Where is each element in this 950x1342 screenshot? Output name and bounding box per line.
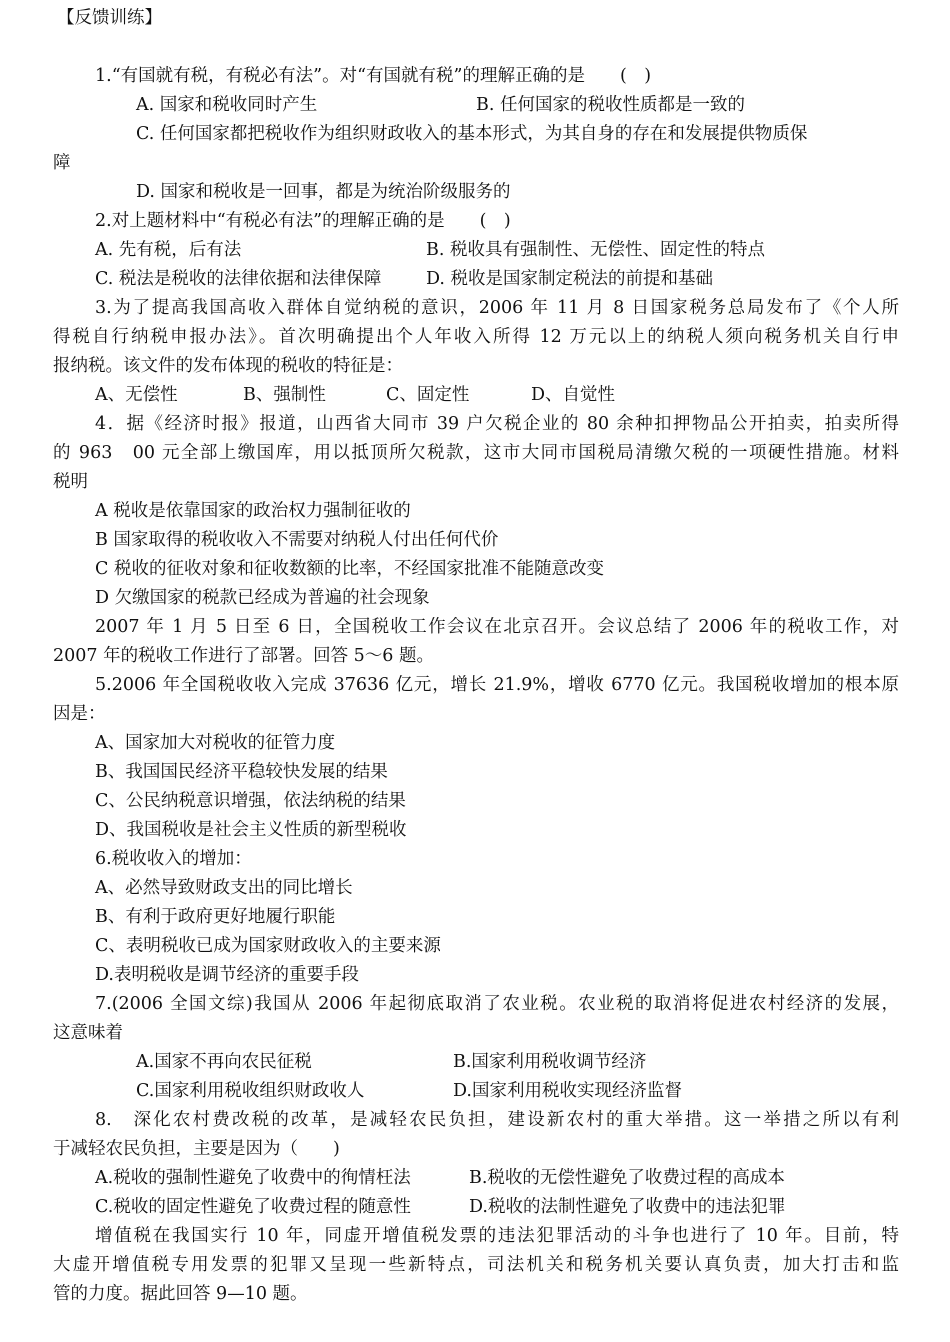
q7-option-d: D.国家利用税收实现经济监督 xyxy=(453,1081,682,1101)
question-5-line-1: 5.2006 年全国税收收入完成 37636 亿元，增长 21.9%，增收 6770 亿元。我国税收增加的根本原 xyxy=(95,675,899,695)
question-3-line-2: 得税自行纳税申报办法》。首次明确提出个人年收入所得 12 万元以上的纳税人须向税务机关自行申 xyxy=(53,327,899,347)
intro-9-10-line-2: 大虚开增值税专用发票的犯罪又呈现一些新特点，司法机关和税务机关要认真负责，加大打击和监 xyxy=(53,1255,899,1275)
q7-option-a: A.国家不再向农民征税 xyxy=(136,1052,312,1072)
q8-option-d: D.税收的法制性避免了收费中的违法犯罪 xyxy=(469,1197,786,1217)
question-7-line-1: 7.(2006 全国文综)我国从 2006 年起彻底取消了农业税。农业税的取消将促进农村经济的发展， xyxy=(95,994,899,1014)
q3-option-c: C、固定性 xyxy=(386,385,470,405)
question-2-stem: 2.对上题材料中“有税必有法”的理解正确的是 ( ) xyxy=(95,211,511,231)
q2-option-c: C. 税法是税收的法律依据和法律保障 xyxy=(95,269,382,289)
q8-option-b: B.税收的无偿性避免了收费过程的高成本 xyxy=(469,1168,785,1188)
q5-option-c: C、公民纳税意识增强，依法纳税的结果 xyxy=(95,791,406,811)
intro-9-10-line-3: 管的力度。据此回答 9—10 题。 xyxy=(53,1284,308,1304)
question-6-stem: 6.税收收入的增加： xyxy=(95,849,252,869)
q8-option-c: C.税收的固定性避免了收费过程的随意性 xyxy=(95,1197,411,1217)
q2-option-d: D. 税收是国家制定税法的前提和基础 xyxy=(426,269,714,289)
question-3-line-1: 3.为了提高我国高收入群体自觉纳税的意识，2006 年 11 月 8 日国家税务总局发布了《个人所 xyxy=(95,298,899,318)
question-8-line-2: 于减轻农民负担，主要是因为（ ) xyxy=(53,1139,340,1159)
question-4-line-1: 4．据《经济时报》报道，山西省大同市 39 户欠税企业的 80 余种扣押物品公开拍卖，拍卖所得 xyxy=(95,414,899,434)
q5-option-a: A、国家加大对税收的征管力度 xyxy=(95,733,336,753)
q5-option-d: D、我国税收是社会主义性质的新型税收 xyxy=(95,820,407,840)
question-3-line-3: 报纳税。该文件的发布体现的税收的特征是： xyxy=(53,356,403,376)
q2-option-b: B. 税收具有强制性、无偿性、固定性的特点 xyxy=(426,240,765,260)
question-5-line-2: 因是： xyxy=(53,704,106,724)
question-1-stem: 1.“有国就有税，有税必有法”。对“有国就有税”的理解正确的是 ( ) xyxy=(95,66,652,86)
intro-9-10-line-1: 增值税在我国实行 10 年，同虚开增值税发票的违法犯罪活动的斗争也进行了 10 年。目前，特 xyxy=(95,1226,899,1246)
q3-option-a: A、无偿性 xyxy=(95,385,178,405)
q1-option-b: B. 任何国家的税收性质都是一致的 xyxy=(476,95,745,115)
question-8-line-1: 8. 深化农村费改税的改革，是减轻农民负担，建设新农村的重大举措。这一举措之所以有利 xyxy=(95,1110,899,1130)
q4-option-a: A 税收是依靠国家的政治权力强制征收的 xyxy=(95,501,411,521)
q6-option-b: B、有利于政府更好地履行职能 xyxy=(95,907,336,927)
q6-option-c: C、表明税收已成为国家财政收入的主要来源 xyxy=(95,936,441,956)
q3-option-d: D、自觉性 xyxy=(531,385,616,405)
question-7-line-2: 这意味着 xyxy=(53,1023,123,1043)
q2-option-a: A. 先有税，后有法 xyxy=(95,240,242,260)
q4-option-c: C 税收的征收对象和征收数额的比率，不经国家批准不能随意改变 xyxy=(95,559,604,579)
intro-5-6-line-1: 2007 年 1 月 5 日至 6 日，全国税收工作会议在北京召开。会议总结了 2006 年的税收工作，对 xyxy=(95,617,899,637)
q1-option-d: D. 国家和税收是一回事，都是为统治阶级服务的 xyxy=(136,182,511,202)
q1-option-c: C. 任何国家都把税收作为组织财政收入的基本形式，为其自身的存在和发展提供物质保 xyxy=(136,124,808,144)
question-4-line-3: 税明 xyxy=(53,472,88,492)
question-4-line-2: 的 963 00 元全部上缴国库，用以抵顶所欠税款，这市大同市国税局清缴欠税的一项硬性措施。材料 xyxy=(53,443,899,463)
q1-option-a: A. 国家和税收同时产生 xyxy=(136,95,318,115)
q1-option-c-cont: 障 xyxy=(53,153,71,173)
q4-option-b: B 国家取得的税收收入不需要对纳税人付出任何代价 xyxy=(95,530,499,550)
q3-option-b: B、强制性 xyxy=(243,385,326,405)
q6-option-d: D.表明税收是调节经济的重要手段 xyxy=(95,965,359,985)
q5-option-b: B、我国国民经济平稳较快发展的结果 xyxy=(95,762,388,782)
section-header: 【反馈训练】 xyxy=(57,8,162,28)
q7-option-b: B.国家利用税收调节经济 xyxy=(453,1052,647,1072)
q6-option-a: A、必然导致财政支出的同比增长 xyxy=(95,878,353,898)
q7-option-c: C.国家利用税收组织财政收人 xyxy=(136,1081,365,1101)
q8-option-a: A.税收的强制性避免了收费中的徇情枉法 xyxy=(95,1168,411,1188)
intro-5-6-line-2: 2007 年的税收工作进行了部署。回答 5～6 题。 xyxy=(53,646,434,666)
q4-option-d: D 欠缴国家的税款已经成为普遍的社会现象 xyxy=(95,588,430,608)
